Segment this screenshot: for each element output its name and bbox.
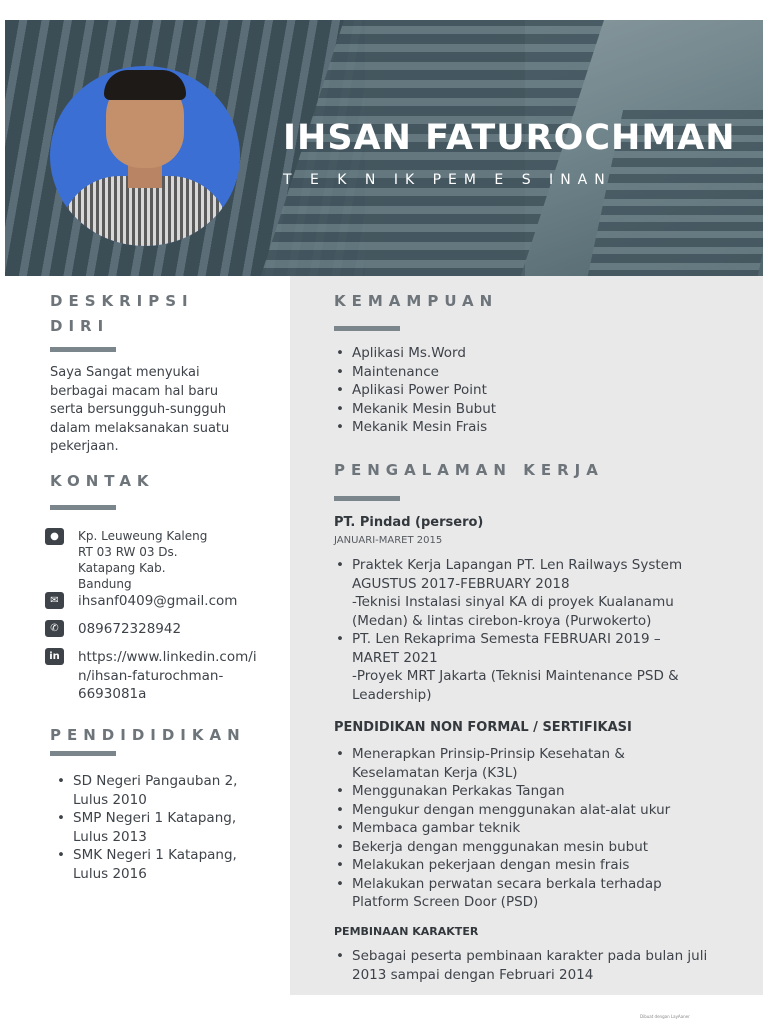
company-date: JANUARI-MARET 2015 [334, 535, 443, 546]
contact-address: ● Kp. Leuweung Kaleng RT 03 RW 03 Ds. Katapang Kab. Bandung [45, 528, 280, 592]
skills-list [334, 344, 744, 437]
experience-heading: PENGALAMAN KERJA [334, 461, 604, 479]
map-pin-icon: ● [45, 528, 64, 545]
contact-phone[interactable]: ✆ 089672328942 [45, 620, 280, 640]
list-item: • Melakukan pekerjaan dengan mesin frais [334, 856, 754, 875]
list-item: • SD Negeri Pangauban 2, Lulus 2010 [55, 772, 285, 809]
list-item: • Mekanik Mesin Bubut [334, 400, 744, 419]
mail-icon: ✉ [45, 592, 64, 609]
contact-linkedin[interactable]: in https://www.linkedin.com/i n/ihsan-faturochman- 6693081a [45, 648, 280, 706]
list-item: • Menggunakan Perkakas Tangan [334, 782, 754, 801]
list-item: • SMP Negeri 1 Katapang, Lulus 2013 [55, 809, 285, 846]
list-item: • Bekerja dengan menggunakan mesin bubut [334, 838, 754, 857]
list-item: • Praktek Kerja Lapangan PT. Len Railways System AGUSTUS 2017-FEBRUARY 2018 -Teknisi Instalasi sinyal KA di proyek Kualanamu (Medan) & lintas cirebon-kroya (Purwokerto) [334, 556, 754, 630]
list-item: • SMK Negeri 1 Katapang, Lulus 2016 [55, 846, 285, 883]
linkedin-icon: in [45, 648, 64, 665]
list-item: • Mekanik Mesin Frais [334, 418, 744, 437]
list-item: • Melakukan perwatan secara berkala terhadap Platform Screen Door (PSD) [334, 875, 754, 912]
skills-heading: KEMAMPUAN [334, 292, 499, 310]
character-list [334, 947, 754, 984]
education-heading: PENDIDIDIKAN [50, 726, 246, 744]
section-divider [50, 751, 116, 756]
candidate-name: IHSAN FATUROCHMAN [283, 118, 736, 158]
about-heading: DESKRIPSI [50, 292, 194, 310]
nonformal-heading: PENDIDIKAN NON FORMAL / SERTIFIKASI [334, 720, 632, 735]
contact-email[interactable]: ✉ ihsanf0409@gmail.com [45, 592, 280, 612]
list-item: • Menerapkan Prinsip-Prinsip Kesehatan & Keselamatan Kerja (K3L) [334, 745, 754, 782]
about-text: Saya Sangat menyukai berbagai macam hal baru serta bersungguh-sungguh dalam melaksanakan suatu pekerjaan. [50, 365, 230, 454]
nonformal-list [334, 745, 754, 912]
section-divider [334, 326, 400, 331]
about-heading-2: DIRI [50, 317, 110, 335]
list-item: • Maintenance [334, 363, 744, 382]
character-heading: PEMBINAAN KARAKTER [334, 925, 479, 938]
list-item: • Aplikasi Ms.Word [334, 344, 744, 363]
list-item: • Aplikasi Power Point [334, 381, 744, 400]
section-divider [334, 496, 400, 501]
company-name: PT. Pindad (persero) [334, 515, 484, 530]
list-item: • Sebagai peserta pembinaan karakter pada bulan juli 2013 sampai dengan Februari 2014 [334, 947, 754, 984]
profile-photo [50, 66, 240, 246]
candidate-role: T E K N IK PEM E S INAN [283, 172, 612, 188]
phone-icon: ✆ [45, 620, 64, 637]
section-divider [50, 347, 116, 352]
education-list [55, 772, 285, 883]
list-item: • Membaca gambar teknik [334, 819, 754, 838]
contact-heading: KONTAK [50, 472, 155, 490]
section-divider [50, 505, 116, 510]
footer-note: Dibuat dengan LayAaner [640, 1014, 690, 1019]
experience-list [334, 556, 754, 704]
list-item: • PT. Len Rekaprima Semesta FEBRUARI 2019 – MARET 2021 -Proyek MRT Jakarta (Teknisi Maintenance PSD & Leadership) [334, 630, 754, 704]
list-item: • Mengukur dengan menggunakan alat-alat ukur [334, 801, 754, 820]
